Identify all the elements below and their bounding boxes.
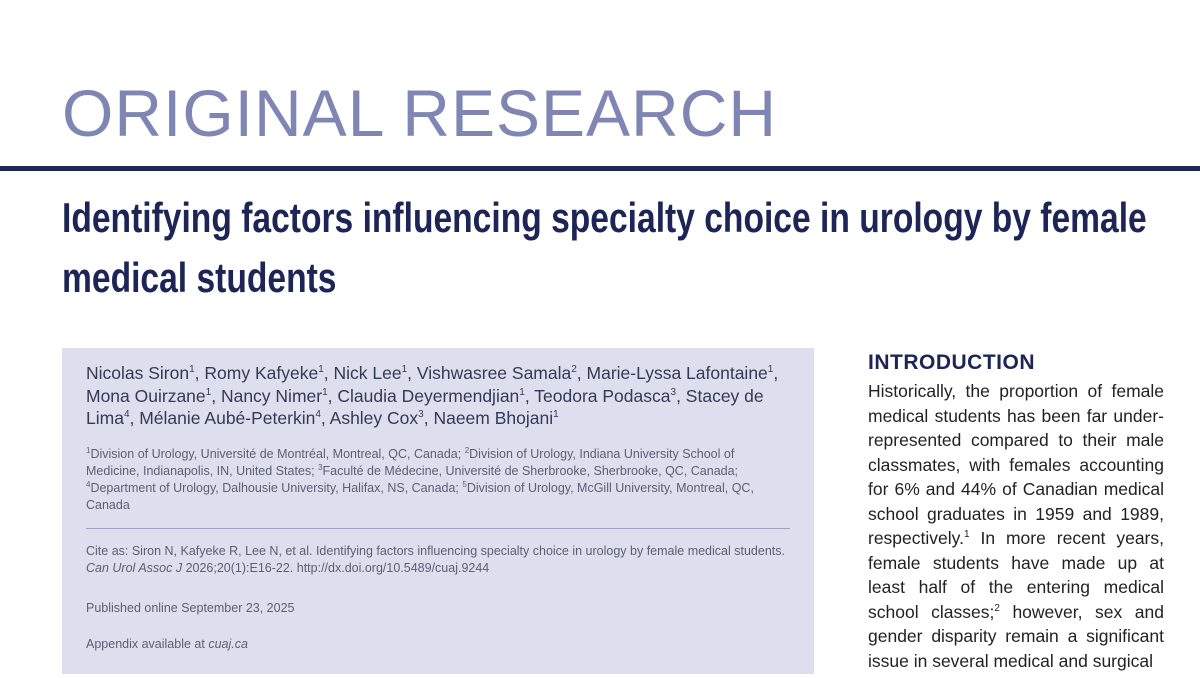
author-separator: , — [676, 385, 686, 406]
author-affiliation-marker: 1 — [189, 364, 195, 376]
reference-marker[interactable]: 2 — [994, 602, 1000, 614]
author-affiliation-marker: 1 — [519, 386, 525, 398]
author-affiliation-marker: 1 — [318, 364, 324, 376]
author-affiliation-marker: 3 — [670, 386, 677, 398]
header-rule — [0, 166, 1200, 171]
author-name: Vishwasree Samala — [416, 363, 572, 383]
intro-segment: Historically, the proportion of female medical students has been far under-represented compared to their male classmates, with females accounting for 6% and 44% of Canadian medical school graduates in 1959 and 1989, respectively. — [868, 381, 1164, 548]
author-name: Ashley Cox — [329, 408, 419, 428]
author-name: Claudia Deyermendjian — [337, 385, 520, 406]
appendix-prefix: Appendix available at — [86, 636, 209, 651]
author-name: Nick Lee — [333, 363, 402, 383]
article-info-box — [62, 348, 814, 674]
author-separator: , — [576, 363, 587, 383]
box-divider — [86, 528, 790, 529]
author-name: Nancy Nimer — [220, 385, 323, 406]
affiliation-list — [86, 446, 790, 514]
citation-details: 2026;20(1):E16-22. http://dx.doi.org/10.5489/cuaj.9244 — [182, 560, 490, 575]
author-separator: , — [407, 363, 417, 383]
affiliation-number: 2 — [464, 445, 470, 455]
author-separator: , — [423, 408, 434, 428]
affiliation-number: 3 — [318, 462, 323, 472]
author-affiliation-marker: 2 — [571, 364, 577, 376]
affiliation-number: 5 — [462, 479, 467, 489]
author-name: Nicolas Siron — [86, 363, 190, 383]
introduction-column — [868, 349, 1164, 673]
author-separator: , — [327, 385, 338, 406]
affiliation-text: Faculté de Médecine, Université de Sherbrooke, Sherbrooke, QC, Canada; — [322, 463, 739, 478]
intro-segment: In more recent years, female students have made up at least half of the entering medical school classes; — [868, 528, 1164, 622]
article-title: Identifying factors influencing specialty choice in urology by female medical students — [62, 194, 1147, 301]
affiliation-text: Division of Urology, Université de Montréal, Montreal, QC, Canada; — [90, 446, 465, 461]
author-separator: , — [323, 363, 334, 383]
author-separator: , — [773, 363, 779, 383]
affiliation-number: 1 — [86, 445, 91, 455]
author-separator: , — [211, 385, 221, 406]
intro-segment: however, sex and gender disparity remain a significant issue in several medical and surgical — [868, 601, 1164, 671]
author-name: Mona Ouirzane — [86, 385, 206, 406]
reference-marker[interactable]: 1 — [963, 529, 970, 541]
affiliation-number: 4 — [86, 479, 91, 489]
author-name: Stacey de Lima — [86, 385, 764, 428]
introduction-text — [868, 379, 1164, 673]
author-name: Teodora Podasca — [534, 385, 671, 406]
author-separator: , — [320, 408, 330, 428]
citation-prefix: Cite as: Siron N, Kafyeke R, Lee N, et al. Identifying factors influencing specialty choice in urology by female medical students. — [86, 543, 785, 558]
author-name: Mélanie Aubé-Peterkin — [139, 408, 316, 428]
author-affiliation-marker: 4 — [123, 409, 130, 421]
author-list — [86, 362, 790, 430]
section-label: ORIGINAL RESEARCH — [62, 76, 778, 150]
author-name: Marie-Lyssa Lafontaine — [586, 363, 768, 383]
author-separator: , — [129, 408, 140, 428]
author-name: Romy Kafyeke — [204, 363, 319, 383]
author-affiliation-marker: 1 — [205, 386, 212, 398]
affiliation-text: Division of Urology, McGill University, Montreal, QC, Canada — [86, 480, 754, 512]
affiliation-text: Department of Urology, Dalhousie University, Halifax, NS, Canada; — [90, 480, 463, 495]
author-name: Naeem Bhojani — [433, 408, 554, 428]
author-affiliation-marker: 1 — [401, 364, 408, 376]
author-affiliation-marker: 1 — [553, 409, 559, 421]
introduction-heading: INTRODUCTION — [868, 351, 1035, 374]
published-date: Published online September 23, 2025 — [86, 600, 295, 615]
author-separator: , — [194, 363, 205, 383]
author-affiliation-marker: 1 — [767, 364, 774, 376]
affiliation-text: Division of Urology, Indiana University School of Medicine, Indianapolis, IN, United States; — [86, 446, 735, 478]
author-separator: , — [524, 385, 535, 406]
author-affiliation-marker: 3 — [418, 409, 424, 421]
author-affiliation-marker: 1 — [322, 386, 328, 398]
appendix-link[interactable]: cuaj.ca — [208, 636, 248, 651]
appendix-note — [86, 637, 790, 651]
journal-name: Can Urol Assoc J — [86, 560, 183, 575]
citation — [86, 543, 790, 577]
author-affiliation-marker: 4 — [315, 409, 321, 421]
